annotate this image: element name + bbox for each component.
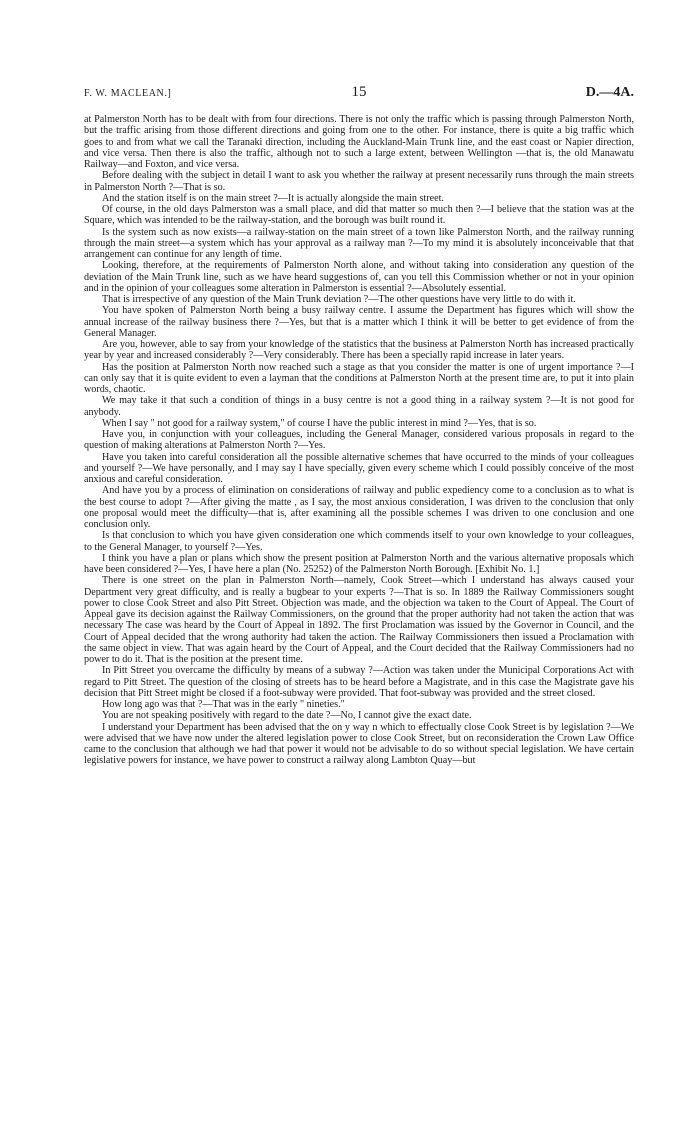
paragraph: We may take it that such a condition of things in a busy centre is not a good thing in a railway system ?—It is not good for anybody. xyxy=(84,395,634,418)
paragraph: In Pitt Street you overcame the difficulty by means of a subway ?—Action was taken under the Municipal Corporations Act with regard to Pitt Street. The question of the closing of streets has to be heard before a Magistrate, and in this case the Magistrate gave his decision that Pitt Street might be closed if a foot-subway were provided. That foot-subway was provided and the street closed. xyxy=(84,665,634,699)
paragraph: Have you, in conjunction with your colleagues, including the General Manager, considered various proposals in regard to the question of making alterations at Palmerston North ?—Yes. xyxy=(84,429,634,452)
paragraph: How long ago was that ?—That was in the early " nineties." xyxy=(102,699,345,710)
running-head-author: F. W. MACLEAN.] xyxy=(84,88,172,99)
page-number: 15 xyxy=(351,84,367,100)
page-header xyxy=(84,84,634,108)
paragraph: Is that conclusion to which you have given consideration one which commends itself to your own knowledge to your colleagues, to the General Manager, to yourself ?—Yes. xyxy=(84,530,634,553)
paragraph: Of course, in the old days Palmerston was a small place, and did that matter so much then ?—I believe that the station was at the Square, which was intended to be the railway-station, and the borough was built round it. xyxy=(84,204,634,227)
paragraph: You have spoken of Palmerston North being a busy railway centre. I assume the Department has figures which will show the annual increase of the railway business there ?—Yes, but that is a matter which I think it will be better to get evidence of from the General Manager. xyxy=(84,305,634,339)
paragraph: I understand your Department has been advised that the on y way n which to effectually close Cook Street is by legislation ?—We were advised that we have now under the altered legislation power to close Cook Street, but on reconsideration the Crown Law Office came to the conclusion that although we had that power it would not be advisable to do so without special legislation. We have certain legislative powers for instance, we have power to construct a railway along Lambton Quay—but xyxy=(84,721,634,767)
paragraph: And the station itself is on the main street ?—It is actually alongside the main street. xyxy=(102,192,444,204)
paragraph: And have you by a process of elimination on considerations of railway and public expediency come to a conclusion as to what is the best course to adopt ?—After giving the matte , as I say, the most anxious consideration, I was driven to the conclusion that only one proposal would meet the difficulty—that is, after examining all the possible schemes I was driven to one conclusion and one conclusion only. xyxy=(84,485,634,530)
document-body xyxy=(84,114,634,767)
paragraph: at Palmerston North has to be dealt with from four directions. There is not only the traffic which is passing through Palmerston North, but the traffic arising from those different directions and going from one to the other. For instance, there is quite a big traffic which goes to and from what we call the Taranaki direction, including the Auckland-Main Trunk line, and the east coast or Napier direction, and vice versa. Then there is also the traffic, although not to such a large extent, between Wellington —that is, the old Manawatu Railway—and Foxton, and vice versa. xyxy=(84,114,634,170)
paragraph: You are not speaking positively with regard to the date ?—No, I cannot give the exact date. xyxy=(102,710,472,722)
paragraph: I think you have a plan or plans which show the present position at Palmerston North and the various alternative proposals which have been considered ?—Yes, I have here a plan (No. 25252) of the Palmerston North Borough. [Exhibit No. 1.] xyxy=(84,552,634,575)
paragraph: Are you, however, able to say from your knowledge of the statistics that the business at Palmerston North has increased practically year by year and increased considerably ?—Very considerably. There has been a specially rapid increase in later years. xyxy=(84,339,634,362)
paragraph: When I say " not good for a railway system," of course I have the public interest in mind ?—Yes, that is so. xyxy=(102,417,537,429)
paragraph: Have you taken into careful consideration all the possible alternative schemes that have occurred to the minds of your colleagues and yourself ?—We have personally, and I may say I have specially, given every scheme which I could possibly conceive of the most anxious and careful consideration. xyxy=(84,451,634,485)
paragraph: Looking, therefore, at the requirements of Palmerston North alone, and without taking into consideration any question of the deviation of the Main Trunk line, such as we have heard suggestions of, can you tell this Commission whether or not in your opinion and in the opinion of your colleagues some alteration in Palmerston is essential ?—Absolutely essential. xyxy=(84,260,634,294)
paragraph: Is the system such as now exists—a railway-station on the main street of a town like Palmerston North, and the railway running through the main street—a system which has your approval as a railway man ?—To my mind it is absolutely inconceivable that that arrangement can continue for any length of time. xyxy=(84,226,634,260)
paragraph: Before dealing with the subject in detail I want to ask you whether the railway at present necessarily runs through the main streets in Palmerston North ?—That is so. xyxy=(84,170,634,193)
document-reference: D.—4A. xyxy=(585,85,634,100)
paragraph: There is one street on the plan in Palmerston North—namely, Cook Street—which I understand has always caused your Department very great difficulty, and is really a bugbear to your experts ?—That is so. In 1889 the Railway Commissioners sought power to close Cook Street and also Pitt Street. Objection was made, and the objection wa taken to the Court of Appeal. The Court of Appeal gave its decision against the Railway Commissioners, on the ground that the proper authority had not taken the action that was necessary The case was heard by the Court of Appeal in 1892. The first Proclamation was issued by the Governor in Council, and the Court of Appeal decided that the wrong authority had taken the action. The Railway Commissioners then issued a Proclamation with the same object in view. That was again heard by the Court of Appeal, and the Court decided that the Railway Commissioners had no power to do it. That is the position at the present time. xyxy=(84,575,634,665)
paragraph: Has the position at Palmerston North now reached such a stage as that you consider the matter is one of urgent importance ?—I can only say that it is quite evident to even a layman that the conditions at Palmerston North at the present time are, to put it into plain words, chaotic. xyxy=(84,361,634,395)
paragraph: That is irrespective of any question of the Main Trunk deviation ?—The other questions have very little to do with it. xyxy=(102,294,576,305)
